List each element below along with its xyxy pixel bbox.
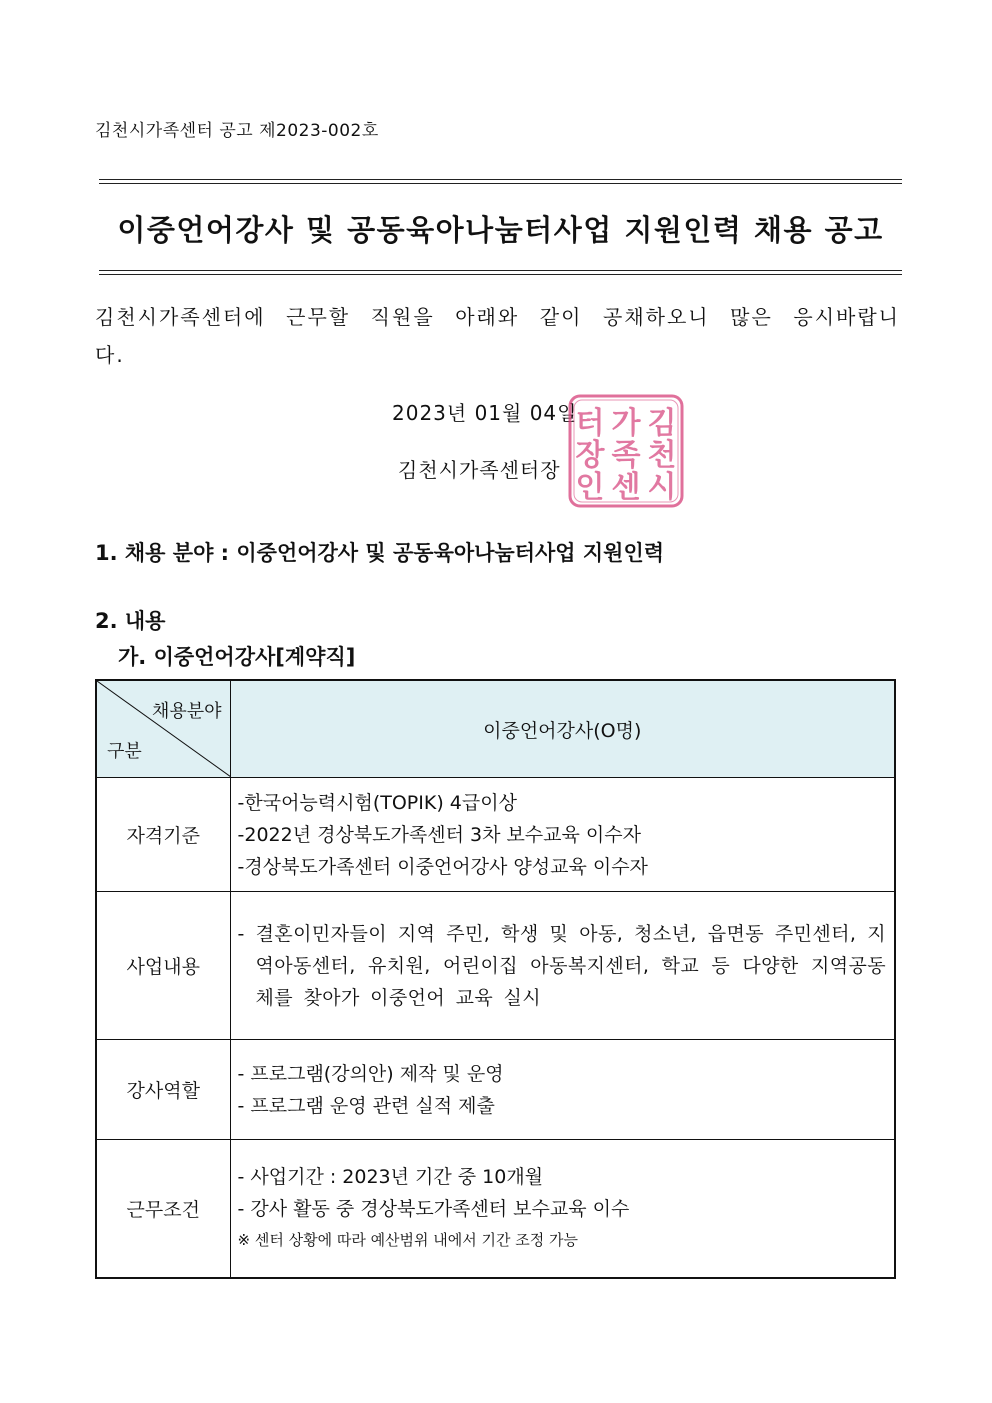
content-line: - 강사 활동 중 경상북도가족센터 보수교육 이수 [237,1198,630,1221]
seal-char: 터 [575,406,605,441]
corner-cell [96,680,230,778]
notice-date: 2023년 01월 04일 [392,401,578,425]
title-bottom-rule-outer [99,274,902,275]
notice-number: 김천시가족센터 공고 제2023-002호 [95,121,379,141]
seal-char: 센 [611,470,641,505]
table-header-row [96,680,895,778]
title-bottom-rule-inner [99,270,902,271]
seal-char: 장 [575,438,605,473]
seal-char: 인 [575,470,605,505]
content-line: -2022년 경상북도가족센터 3차 보수교육 이수자 [237,823,641,846]
seal-char: 가 [611,406,641,441]
row-label-qualification: 자격기준 [96,778,230,892]
corner-bottom-label: 구분 [107,741,142,762]
page-title: 이중언어강사 및 공동육아나눔터사업 지원인력 채용 공고 [117,213,884,247]
section-2a-heading: 가. 이중언어강사[계약직] [118,645,356,669]
seal-char: 김 [647,406,677,441]
content-line: - 프로그램(강의안) 제작 및 운영 [237,1062,504,1085]
recruitment-table [95,679,896,1279]
row-label-conditions: 근무조건 [96,1140,230,1278]
seal-char: 시 [647,470,677,505]
row-content-conditions [230,1140,895,1278]
table-row [96,778,895,892]
table-row [96,1140,895,1278]
content-line: -한국어능력시험(TOPIK) 4급이상 [237,791,517,814]
section-1-heading: 1. 채용 분야 : 이중언어강사 및 공동육아나눔터사업 지원인력 [95,541,665,565]
issuer-name: 김천시가족센터장 [398,458,561,482]
corner-top-label: 채용분야 [151,701,222,722]
conditions-note: ※ 센터 상황에 따라 예산범위 내에서 기간 조정 가능 [237,1231,579,1250]
intro-paragraph: 김천시가족센터에 근무할 직원을 아래와 같이 공채하오니 많은 응시바랍니다. [95,305,900,367]
seal-char: 천 [647,438,677,473]
content-line: - 사업기간 : 2023년 기간 중 10개월 [237,1166,544,1189]
row-label-role: 강사역할 [96,1040,230,1140]
row-content-qualification [230,778,895,892]
column-header: 이중언어강사(O명) [230,680,895,778]
official-seal-icon [567,393,685,509]
content-line: - 결혼이민자들이 지역 주민, 학생 및 아동, 청소년, 읍면동 주민센터, 지역아동센터, 유치원, 어린이집 아동복지센터, 학교 등 다양한 지역공동체를 찾아가 이중언어 교육 실시 [237,922,886,1009]
content-line: - 프로그램 운영 관련 실적 제출 [237,1094,495,1117]
row-content-business [230,892,895,1040]
seal-char: 족 [611,438,641,473]
section-2-heading: 2. 내용 [95,609,166,633]
title-top-rule-outer [99,179,902,180]
content-line: -경상북도가족센터 이중언어강사 양성교육 이수자 [237,855,648,878]
row-content-role [230,1040,895,1140]
row-label-business: 사업내용 [96,892,230,1040]
table-row [96,1040,895,1140]
table-row [96,892,895,1040]
title-top-rule-inner [99,183,902,184]
